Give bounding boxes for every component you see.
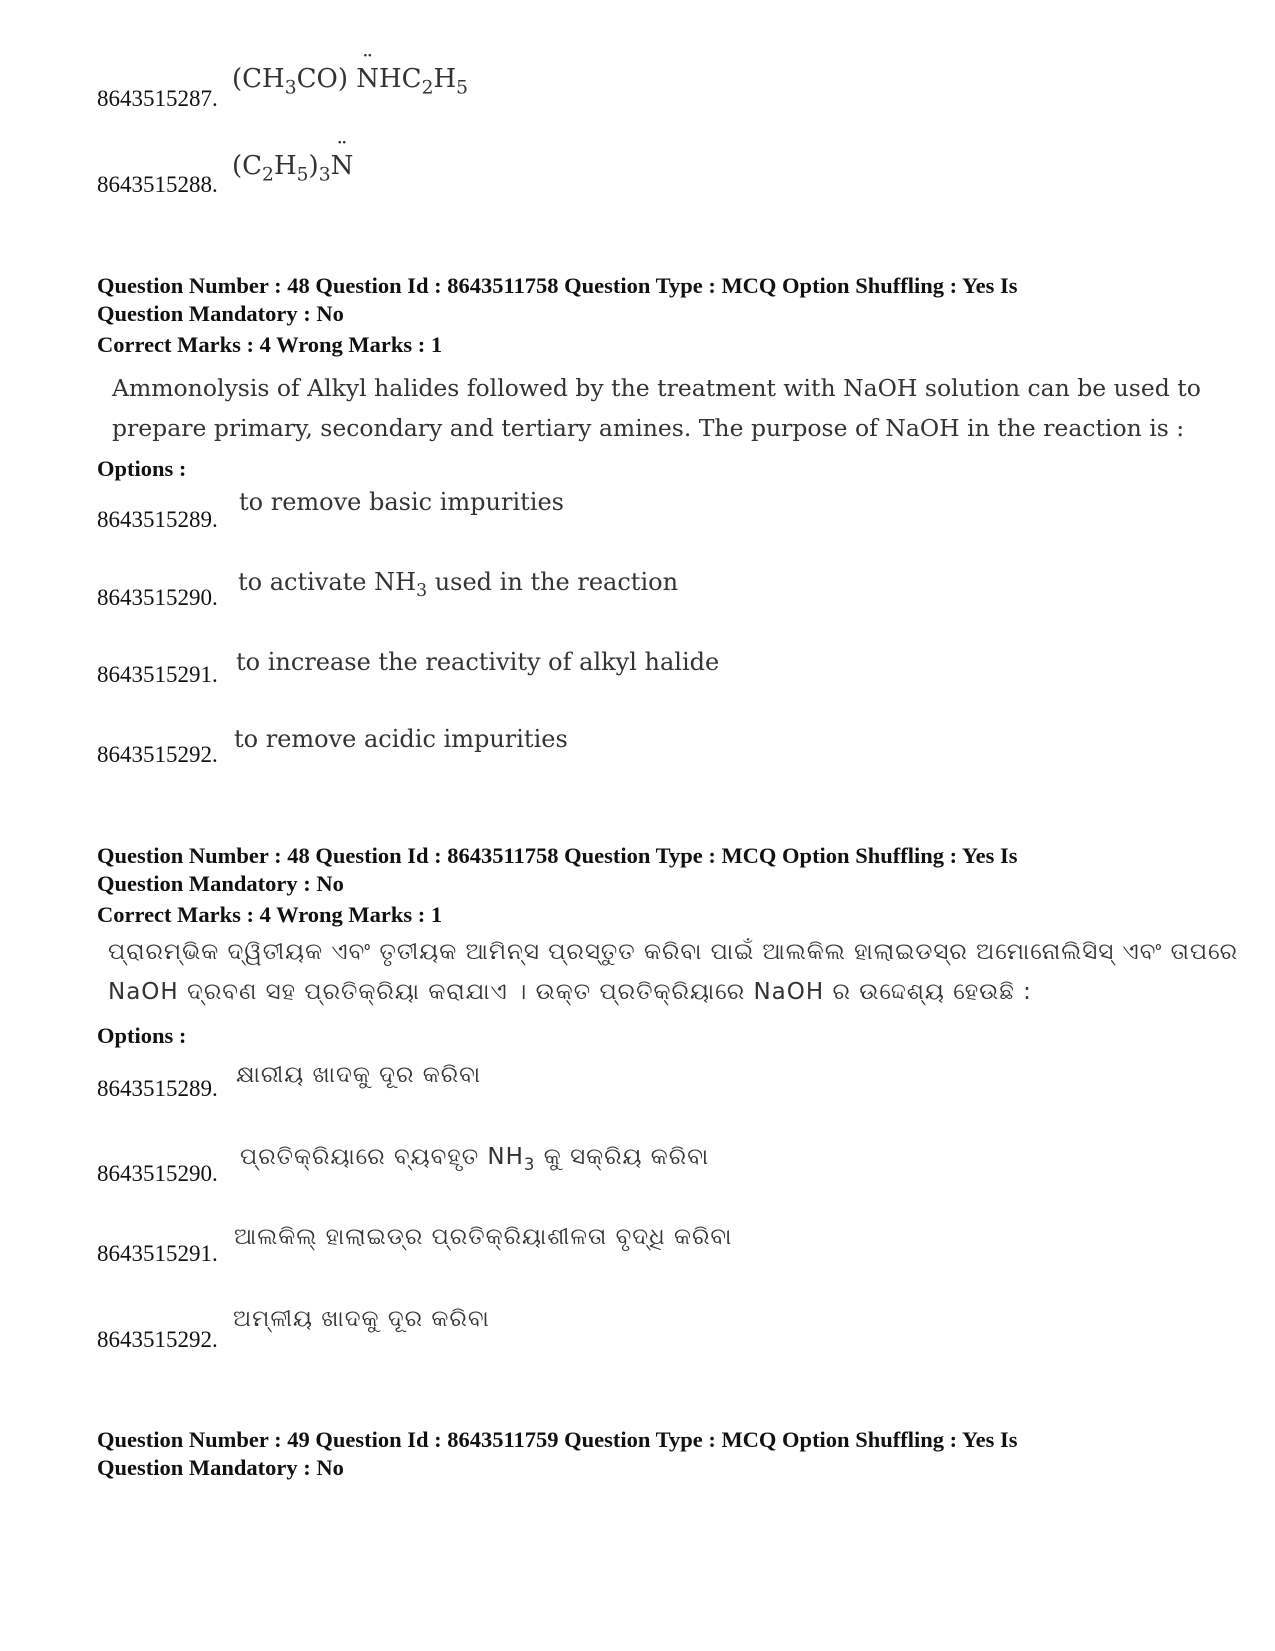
question-text: ପ୍ରାରମ୍ଭିକ ଦ୍ୱିତୀୟକ ଏବଂ ତୃତୀୟକ ଆମିନ୍ସ ପ୍ରସ୍ତୁତ କରିବା ପାଇଁ ଆଲକିଲ ହାଲାଇଡସ୍‌ର ଅମୋନୋଲିସିସ୍ ଏବଂ ତାପରେ NaOH ଦ୍ରବଣ ସହ ପ୍ରତିକ୍ରିୟା କରାଯାଏ । ଉକ୍ତ ପ୍ରତିକ୍ରିୟାରେ NaOH ର ଉଦ୍ଦେଶ୍ୟ ହେଉଛି : [108, 939, 1239, 1005]
option-id: 8643515290. [97, 585, 218, 610]
option-id: 8643515291. [97, 1241, 218, 1266]
options-label: Options : [97, 1023, 187, 1048]
question-header: Question Number : 48 Question Id : 8643511758 Question Type : MCQ Option Shuffling : Yes Is Question Mandatory : No [97, 843, 1018, 896]
question-header: Question Number : 49 Question Id : 8643511759 Question Type : MCQ Option Shuffling : Yes Is Question Mandatory : No [97, 1427, 1018, 1480]
option-text: to increase the reactivity of alkyl halide [236, 648, 720, 676]
question-text: Ammonolysis of Alkyl halides followed by the treatment with NaOH solution can be used to prepare primary, secondary and tertiary amines. The purpose of NaOH in the reaction is : [112, 374, 1201, 442]
question-marks: Correct Marks : 4 Wrong Marks : 1 [97, 332, 443, 357]
option-id: 8643515289. [97, 507, 218, 532]
option-id: 8643515291. [97, 662, 218, 687]
option-id: 8643515290. [97, 1161, 218, 1186]
options-label: Options : [97, 456, 187, 481]
option-formula: $(CH_3CO)$ ¨ $NHC_2H_5$ [232, 64, 468, 94]
option-id: 8643515289. [97, 1076, 218, 1101]
question-marks: Correct Marks : 4 Wrong Marks : 1 [97, 902, 443, 927]
option-text: to remove basic impurities [239, 488, 564, 516]
option-text: to remove acidic impurities [234, 725, 568, 753]
option-id: 8643515287. [97, 86, 218, 111]
option-text: ପ୍ରତିକ୍ରିୟାରେ ବ୍ୟବହୃତ $NH_3$ କୁ ସକ୍ରିୟ କରିବା [240, 1144, 710, 1174]
question-header: Question Number : 48 Question Id : 8643511758 Question Type : MCQ Option Shuffling : Yes Is Question Mandatory : No [97, 273, 1018, 326]
option-id: 8643515292. [97, 1327, 218, 1352]
option-formula: $(C_2H_5)_3¨$ N [232, 151, 353, 181]
option-text: ଆଲକିଲ୍ ହାଲାଇଡ୍‌ର ପ୍ରତିକ୍ରିୟାଶୀଳତା ବୃଦ୍ଧି କରିବା [234, 1224, 733, 1250]
option-text: to activate $NH_3$ used in the reaction [238, 568, 679, 602]
option-id: 8643515292. [97, 742, 218, 767]
option-id: 8643515288. [97, 172, 218, 197]
option-text: କ୍ଷାରୀୟ ଖାଦକୁ ଦୂର କରିବା [236, 1062, 482, 1088]
option-text: ଅମ୍ଳୀୟ ଖାଦକୁ ଦୂର କରିବା [233, 1306, 490, 1332]
